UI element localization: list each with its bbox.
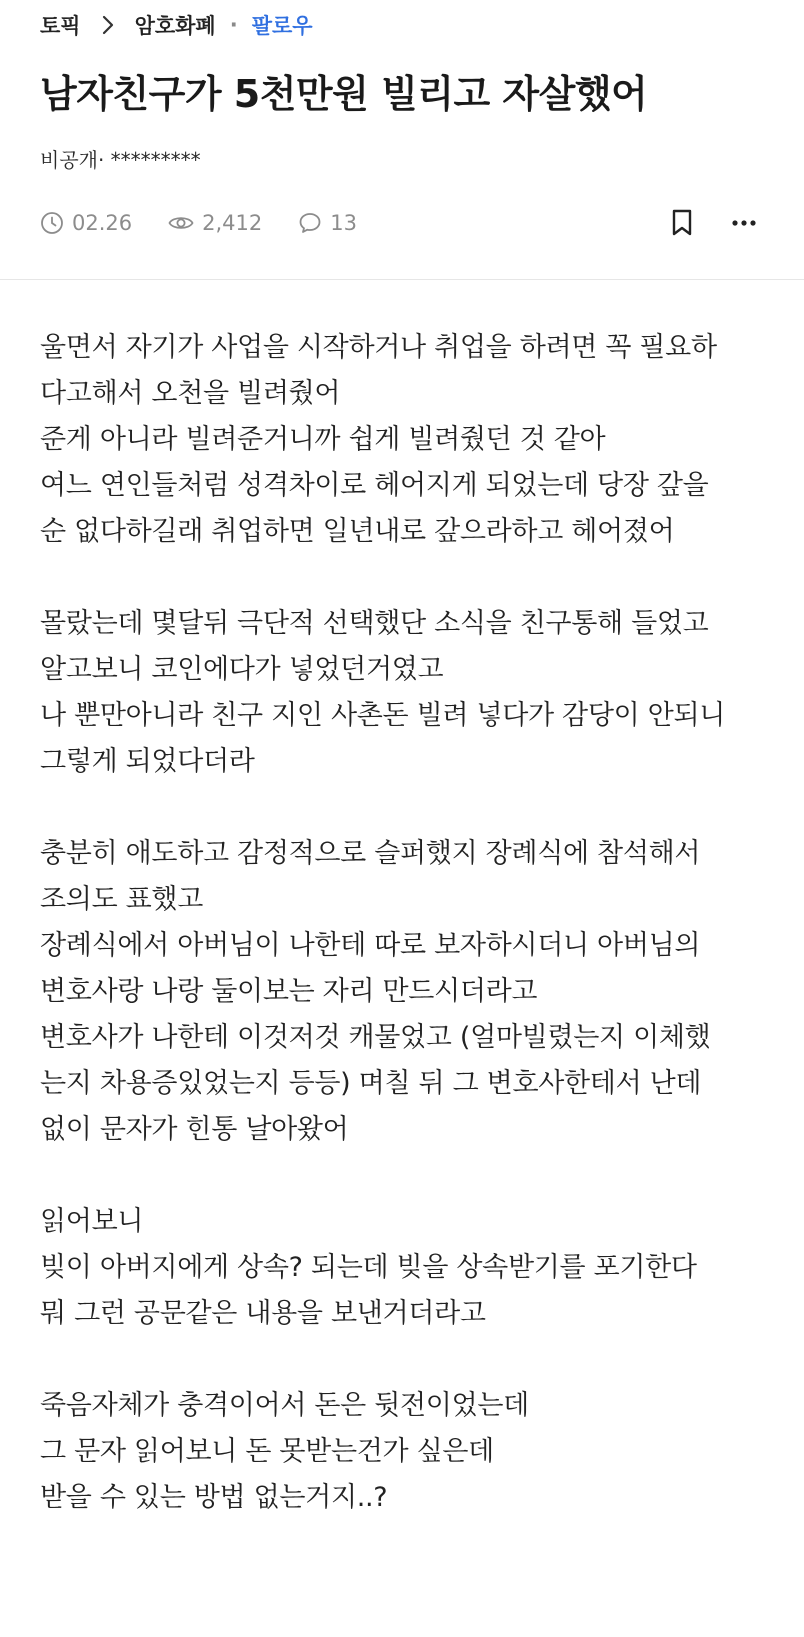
breadcrumb-separator: ·: [229, 13, 238, 37]
post-author: 비공개· *********: [40, 148, 201, 172]
comment-icon: [298, 211, 322, 235]
post-header: [0, 0, 804, 241]
post-views-value: 2,412: [202, 211, 263, 235]
more-button[interactable]: [724, 203, 764, 243]
breadcrumb-topic[interactable]: 토픽: [40, 14, 81, 38]
body-line: 뭐 그런 공문같은 내용을 보낸거더라고: [40, 1298, 486, 1329]
breadcrumb-category[interactable]: 암호화폐: [134, 14, 216, 38]
paragraph-gap: [40, 785, 770, 831]
body-line: 그렇게 되었다더라: [40, 746, 255, 777]
post-title: 남자친구가 5천만원 빌리고 자살했어: [40, 72, 648, 116]
paragraph-gap: [40, 1153, 770, 1199]
body-line: 나 뿐만아니라 친구 지인 사촌돈 빌려 넣다가 감당이 안되니: [40, 700, 726, 731]
post-date-value: 02.26: [72, 211, 133, 235]
body-line: 는지 차용증있었는지 등등) 며칠 뒤 그 변호사한테서 난데: [40, 1068, 702, 1099]
post-body: [40, 325, 770, 1521]
body-line: 받을 수 있는 방법 없는거지..?: [40, 1482, 388, 1513]
body-line: 변호사가 나한테 이것저것 캐물었고 (얼마빌렸는지 이체했: [40, 1022, 711, 1053]
body-line: 변호사랑 나랑 둘이보는 자리 만드시더라고: [40, 976, 538, 1007]
body-line: 울면서 자기가 사업을 시작하거나 취업을 하려면 꼭 필요하: [40, 332, 717, 363]
body-line: 준게 아니라 빌려준거니까 쉽게 빌려줬던 것 같아: [40, 424, 606, 455]
body-line: 몰랐는데 몇달뒤 극단적 선택했단 소식을 친구통해 들었고: [40, 608, 709, 639]
post-comments[interactable]: [298, 211, 357, 235]
eye-icon: [168, 211, 194, 235]
body-line: 충분히 애도하고 감정적으로 슬퍼했지 장례식에 참석해서: [40, 838, 701, 869]
clock-icon: [40, 211, 64, 235]
body-line: 순 없다하길래 취업하면 일년내로 갚으라하고 헤어졌어: [40, 516, 675, 547]
paragraph-gap: [40, 555, 770, 601]
body-line: 알고보니 코인에다가 넣었던거였고: [40, 654, 444, 685]
post-meta: [40, 205, 764, 241]
header-divider: [0, 279, 804, 280]
body-line: 죽음자체가 충격이어서 돈은 뒷전이었는데: [40, 1390, 529, 1421]
follow-button[interactable]: 팔로우: [251, 14, 313, 38]
post-views: [168, 211, 262, 235]
body-line: 없이 문자가 힌통 날아왔어: [40, 1114, 349, 1145]
body-line: 여느 연인들처럼 성격차이로 헤어지게 되었는데 당장 갚을: [40, 470, 709, 501]
body-line: 읽어보니: [40, 1206, 144, 1237]
chevron-right-icon: [81, 13, 135, 37]
body-line: 다고해서 오천을 빌려줬어: [40, 378, 341, 409]
paragraph-gap: [40, 1337, 770, 1383]
body-line: 조의도 표했고: [40, 884, 203, 915]
body-line: 장례식에서 아버님이 나한테 따로 보자하시더니 아버님의: [40, 930, 701, 961]
bookmark-button[interactable]: [662, 203, 702, 243]
more-horizontal-icon: [731, 219, 757, 227]
breadcrumb: [40, 0, 764, 50]
bookmark-icon: [671, 209, 693, 237]
body-line: 빚이 아버지에게 상속? 되는데 빚을 상속받기를 포기한다: [40, 1252, 697, 1283]
post-date: [40, 211, 132, 235]
post-comments-value: 13: [330, 211, 357, 235]
body-line: 그 문자 읽어보니 돈 못받는건가 싶은데: [40, 1436, 494, 1467]
